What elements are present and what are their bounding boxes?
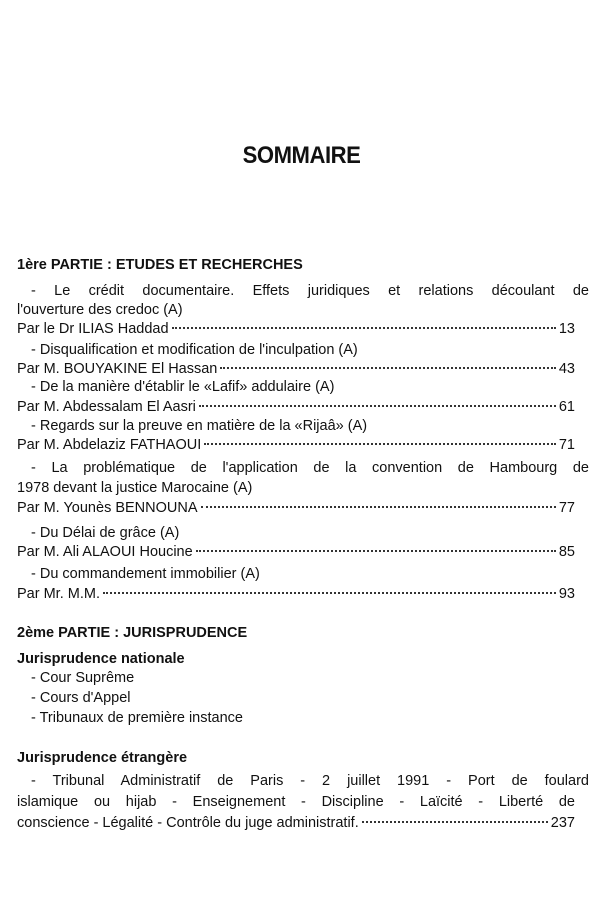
entry3-author-row bbox=[17, 398, 575, 416]
entry7-author: Par Mr. M.M. bbox=[17, 586, 100, 602]
entry6-author: Par M. Ali ALAOUI Houcine bbox=[17, 544, 193, 560]
entry5-title-line2: 1978 devant la justice Marocaine (A) bbox=[17, 480, 253, 496]
part2-heading: 2ème PARTIE : JURISPRUDENCE bbox=[17, 625, 248, 641]
entry7-title: - Du commandement immobilier (A) bbox=[31, 566, 260, 582]
national-item-cour-supreme: - Cour Suprême bbox=[31, 670, 135, 686]
entry1-author-row bbox=[17, 320, 575, 338]
entry4-title: - Regards sur la preuve en matière de la «Rijaâ» (A) bbox=[31, 418, 368, 434]
entry6-page: 85 bbox=[558, 544, 575, 560]
entry1-title-line2: l'ouverture des credoc (A) bbox=[17, 302, 183, 318]
entry3-author: Par M. Abdessalam El Aasri bbox=[17, 399, 196, 415]
entry5-page: 77 bbox=[558, 500, 575, 516]
national-heading: Jurisprudence nationale bbox=[17, 651, 185, 667]
dot-leader bbox=[172, 327, 556, 329]
entry2-author: Par M. BOUYAKINE El Hassan bbox=[17, 361, 218, 377]
entry7-author-row bbox=[17, 585, 575, 603]
foreign-entry-line2: islamique ou hijab - Enseignement - Discipline - Laïcité - Liberté de bbox=[17, 794, 575, 810]
dot-leader bbox=[199, 405, 556, 407]
entry5-title-line1: - La problématique de l'application de la convention de Hambourg de bbox=[31, 460, 589, 476]
national-item-tribunaux: - Tribunaux de première instance bbox=[31, 710, 243, 726]
foreign-entry-line1: - Tribunal Administratif de Paris - 2 juillet 1991 - Port de foulard bbox=[31, 773, 589, 789]
entry6-author-row bbox=[17, 543, 575, 561]
dot-leader bbox=[196, 550, 556, 552]
entry7-page: 93 bbox=[558, 586, 575, 602]
entry4-author: Par M. Abdelaziz FATHAOUI bbox=[17, 437, 202, 453]
entry3-page: 61 bbox=[558, 399, 575, 415]
entry2-title: - Disqualification et modification de l'inculpation (A) bbox=[31, 342, 358, 358]
entry1-title-line1: - Le crédit documentaire. Effets juridiques et relations découlant de bbox=[31, 283, 589, 299]
entry3-title: - De la manière d'établir le «Lafif» addulaire (A) bbox=[31, 379, 335, 395]
entry4-author-row bbox=[17, 436, 575, 454]
entry4-page: 71 bbox=[558, 437, 575, 453]
dot-leader bbox=[204, 443, 556, 445]
dot-leader bbox=[220, 367, 555, 369]
entry5-author-row bbox=[17, 499, 575, 517]
foreign-heading: Jurisprudence étrangère bbox=[17, 750, 188, 766]
foreign-entry-row bbox=[17, 814, 575, 832]
foreign-entry-page: 237 bbox=[550, 815, 575, 831]
foreign-entry-line3: conscience - Légalité - Contrôle du juge administratif. bbox=[17, 815, 359, 831]
entry6-title: - Du Délai de grâce (A) bbox=[31, 525, 180, 541]
entry1-page: 13 bbox=[558, 321, 575, 337]
dot-leader bbox=[103, 592, 556, 594]
entry2-author-row bbox=[17, 360, 575, 378]
entry5-author: Par M. Younès BENNOUNA bbox=[17, 500, 198, 516]
part1-heading: 1ère PARTIE : ETUDES ET RECHERCHES bbox=[17, 257, 303, 273]
dot-leader bbox=[201, 506, 556, 508]
dot-leader bbox=[362, 821, 548, 823]
entry2-page: 43 bbox=[558, 361, 575, 377]
page-title: SOMMAIRE bbox=[242, 142, 361, 169]
entry1-author: Par le Dr ILIAS Haddad bbox=[17, 321, 169, 337]
national-item-cours-appel: - Cours d'Appel bbox=[31, 690, 131, 706]
